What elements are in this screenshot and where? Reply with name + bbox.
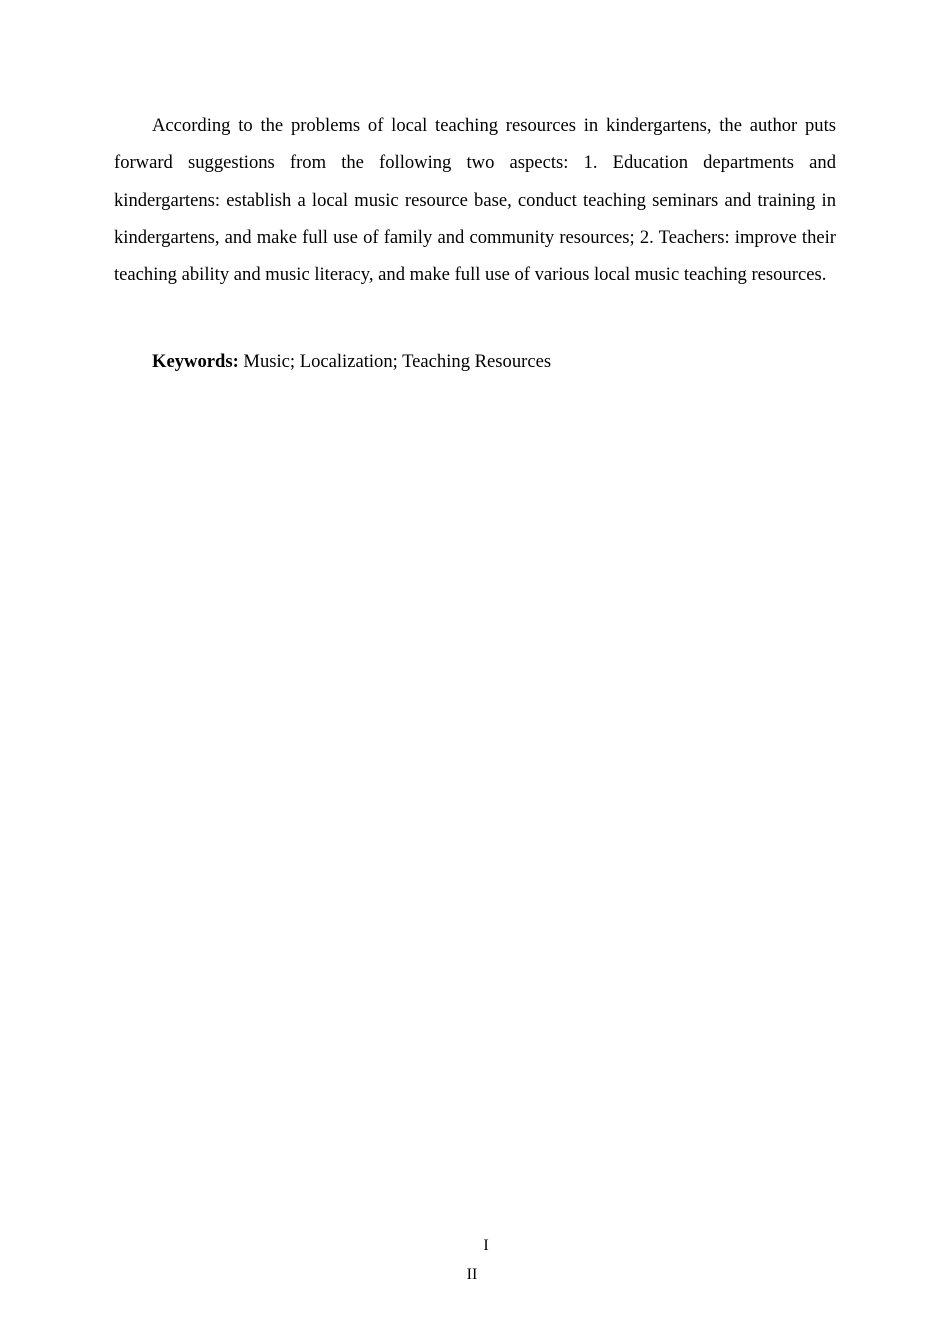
- page-number-secondary: II: [466, 1266, 478, 1283]
- keywords-label: Keywords:: [152, 351, 239, 372]
- page-number: I: [483, 1237, 489, 1254]
- keywords-line: [114, 343, 836, 380]
- keywords-value: Music; Localization; Teaching Resources: [238, 351, 552, 372]
- abstract-paragraph: According to the problems of local teaching resources in kindergartens, the author puts forward suggestions from the following two aspects: 1. Education departments and kindergartens: establish a local music resource base, conduct teaching seminars and training in kindergartens, and make full use of family and community resources; 2. Teachers: improve their teaching ability and music literacy, and make full use of various local music teaching resources.: [114, 115, 836, 286]
